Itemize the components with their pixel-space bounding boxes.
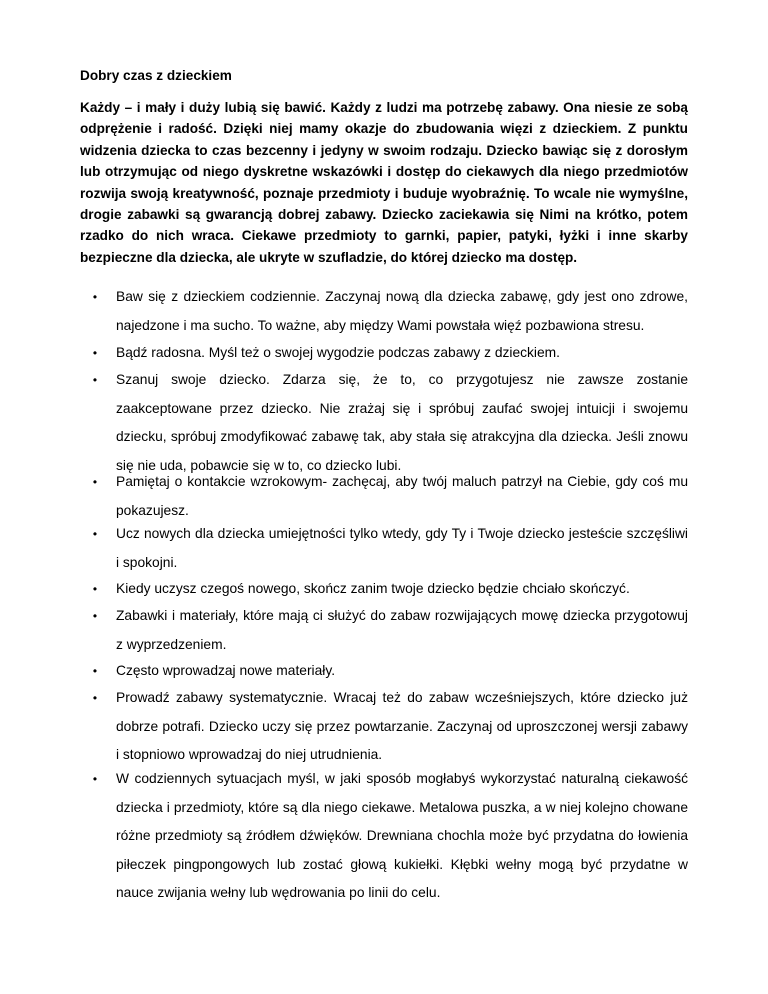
bullet-icon: • bbox=[92, 290, 98, 304]
bullet-icon: • bbox=[92, 772, 98, 786]
list-item-text: Zabawki i materiały, które mają ci służyć do zabaw rozwijających mowę dziecka przygotowuj z wyprzedzeniem. bbox=[116, 608, 688, 652]
bullet-icon: • bbox=[92, 527, 98, 541]
bullet-icon: • bbox=[92, 582, 98, 596]
bullet-icon: • bbox=[92, 346, 98, 360]
list-item-text: Pamiętaj o kontakcie wzrokowym- zachęcaj, aby twój maluch patrzył na Ciebie, gdy coś mu pokazujesz. bbox=[116, 474, 688, 518]
list-item-text: Baw się z dzieckiem codziennie. Zaczynaj nową dla dziecka zabawę, gdy jest ono zdrowe, najedzone i ma sucho. To ważne, aby między Wami powstała więź pozbawiona stresu. bbox=[116, 289, 688, 333]
list-item-text: Ucz nowych dla dziecka umiejętności tylko wtedy, gdy Ty i Twoje dziecko jesteście szczęśliwi i spokojni. bbox=[116, 526, 688, 570]
list-item-text: Kiedy uczysz czegoś nowego, skończ zanim twoje dziecko będzie chciało skończyć. bbox=[116, 581, 630, 596]
list-item-text: Szanuj swoje dziecko. Zdarza się, że to, co przygotujesz nie zawsze zostanie zaakceptowane przez dziecko. Nie zrażaj się i spróbuj zaufać swojej intuicji i swojemu dziecku, spróbuj zmodyfikować zabawę tak, aby stała się atrakcyjna dla dziecka. Jeśli znowu się nie uda, pobawcie się w to, co dziecko lubi. bbox=[116, 372, 688, 473]
list-item-text: Często wprowadzaj nowe materiały. bbox=[116, 663, 336, 678]
intro-paragraph: Każdy – i mały i duży lubią się bawić. Każdy z ludzi ma potrzebę zabawy. Ona niesie ze sobą odprężenie i radość. Dzięki niej mamy okazje do zbudowania więzi z dzieckiem. Z punktu widzenia dziecka to czas bezcenny i jedyny w swoim rodzaju. Dziecko bawiąc się z dorosłym lub otrzymując od niego dyskretne wskazówki i dostęp do ciekawych dla niego przedmiotów rozwija swoją kreatywność, poznaje przedmioty i buduje wyobraźnię. To wcale nie wymyślne, drogie zabawki są gwarancją dobrej zabawy. Dziecko zaciekawia się Nimi na krótko, potem rzadko do nich wraca. Ciekawe przedmioty to garnki, papier, patyki, łyżki i inne skarby bezpieczne dla dziecka, ale ukryte w szufladzie, do której dziecko ma dostęp. bbox=[80, 100, 688, 265]
list-item-text: W codziennych sytuacjach myśl, w jaki sposób mogłabyś wykorzystać naturalną ciekawość dziecka i przedmioty, które są dla niego ciekawe. Metalowa puszka, a w niej kolejno chowane różne przedmioty są źródłem dźwięków. Drewniana chochla może być przydatna do łowienia piłeczek pingpongowych lub zostać głową kukiełki. Kłębki wełny mogą być przydatne w nauce zwijania wełny lub wędrowania po linii do celu. bbox=[116, 771, 688, 900]
bullet-icon: • bbox=[92, 475, 98, 489]
document-title: Dobry czas z dzieckiem bbox=[80, 68, 232, 83]
list-item-text: Prowadź zabawy systematycznie. Wracaj też do zabaw wcześniejszych, które dziecko już dobrze potrafi. Dziecko uczy się przez powtarzanie. Zaczynaj od uproszczonej wersji zabawy i stopniowo wprowadzaj do niej utrudnienia. bbox=[116, 690, 688, 762]
bullet-icon: • bbox=[92, 664, 98, 678]
bullet-icon: • bbox=[92, 691, 98, 705]
list-item-text: Bądź radosna. Myśl też o swojej wygodzie podczas zabawy z dzieckiem. bbox=[116, 345, 560, 360]
bullet-icon: • bbox=[92, 373, 98, 387]
bullet-icon: • bbox=[92, 609, 98, 623]
